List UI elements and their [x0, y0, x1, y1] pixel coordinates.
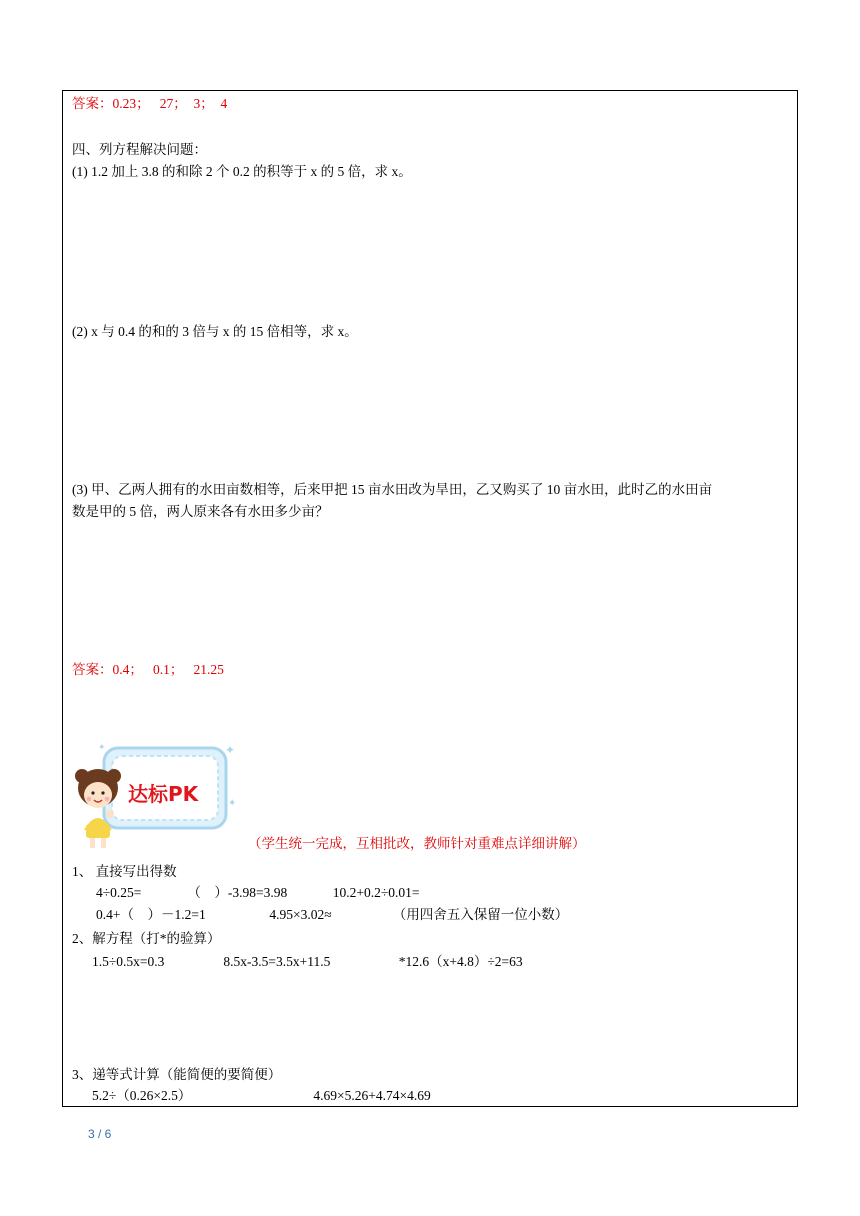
- answer-line-2: 答案：0.4； 0.1； 21.25: [72, 662, 224, 677]
- practice-2-row: [92, 953, 523, 971]
- expression: 5.2÷（0.26×2.5）: [92, 1088, 192, 1103]
- practice-1-row-1: [96, 884, 420, 902]
- practice-1-row-2: [96, 906, 568, 924]
- svg-text:✦: ✦: [225, 743, 236, 757]
- equation: *12.6（x+4.8）÷2=63: [398, 954, 523, 969]
- equation: 1.5÷0.5x=0.3: [92, 954, 165, 969]
- question-2: (2) x 与 0.4 的和的 3 倍与 x 的 15 倍相等，求 x。: [72, 324, 358, 339]
- svg-text:✦: ✦: [98, 743, 106, 753]
- expression: （ ）-3.98=3.98: [187, 885, 288, 900]
- answer-line-1: 答案：0.23； 27； 3； 4: [72, 96, 228, 111]
- expression: 4.95×3.02≈: [269, 907, 332, 922]
- equation: 8.5x-3.5=3.5x+11.5: [223, 954, 331, 969]
- badge-illustration: [74, 740, 244, 852]
- practice-2-title: 2、解方程（打*的验算）: [72, 931, 221, 946]
- question-3-line-1: (3) 甲、乙两人拥有的水田亩数相等，后来甲把 15 亩水田改为旱田，乙又购买了 10 亩水田，此时乙的水田亩: [72, 482, 713, 497]
- practice-3-title: 3、递等式计算（能简便的要简便）: [72, 1067, 282, 1082]
- badge-label: 达标PK: [128, 782, 199, 806]
- expression: 0.4+（ ）－1.2=1: [96, 907, 206, 922]
- expression: （用四舍五入保留一位小数）: [392, 907, 569, 922]
- practice-3-row: [92, 1087, 431, 1105]
- svg-text:✦: ✦: [228, 798, 237, 809]
- question-3-line-2: 数是甲的 5 倍，两人原来各有水田多少亩？: [72, 504, 329, 519]
- question-1: (1) 1.2 加上 3.8 的和除 2 个 0.2 的积等于 x 的 5 倍，求 x。: [72, 164, 412, 179]
- expression: 4.69×5.26+4.74×4.69: [313, 1088, 431, 1103]
- expression: 10.2+0.2÷0.01=: [332, 885, 420, 900]
- instruction-note: （学生统一完成，互相批改，教师针对重难点详细讲解）: [248, 836, 586, 851]
- section-four-title: 四、列方程解决问题：: [72, 142, 207, 157]
- practice-1-title: 1、 直接写出得数: [72, 864, 177, 879]
- page-number: 3 / 6: [88, 1127, 112, 1141]
- expression: 4÷0.25=: [96, 885, 142, 900]
